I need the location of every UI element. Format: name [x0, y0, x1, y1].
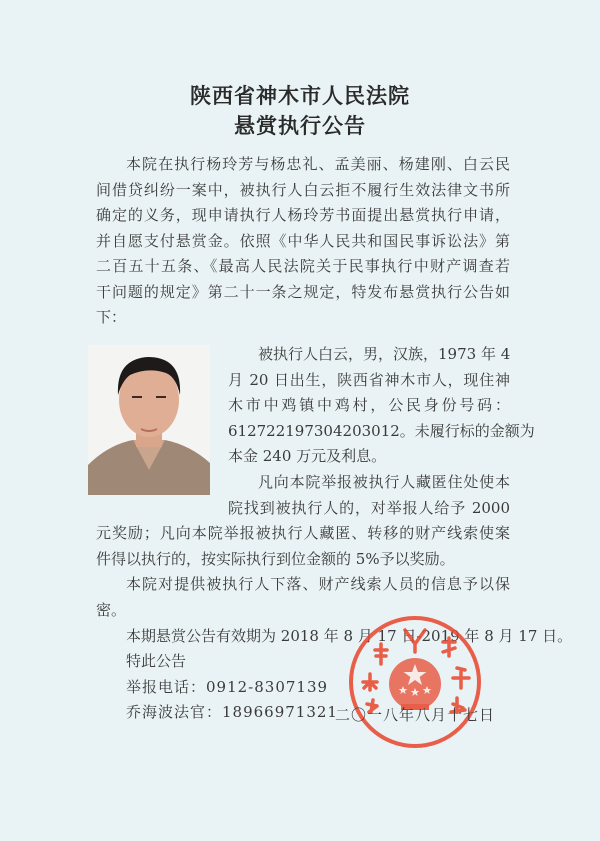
court-seal-stamp [345, 612, 485, 752]
subject-line: 本金 240 万元及利息。 [228, 447, 387, 465]
reward-line: 凡向本院举报被执行人藏匿住处使本 [258, 473, 510, 491]
subject-photo [88, 345, 210, 495]
intro-line: 确定的义务，现申请执行人杨玲芳书面提出悬赏执行申请， [96, 206, 510, 224]
court-name-title: 陕西省神木市人民法院 [190, 83, 410, 108]
intro-line: 干问题的规定》第二十一条之规定，特发布悬赏执行公告如 [96, 283, 510, 301]
reward-line: 件得以执行的，按实际执行到位金额的 5%予以奖励。 [96, 550, 455, 568]
subject-line: 612722197304203012。未履行标的金额为 [228, 422, 535, 440]
reward-line: 元奖励；凡向本院举报被执行人藏匿、转移的财产线索使案 [96, 524, 510, 542]
subject-line: 木市中鸡镇中鸡村，公民身份号码： [228, 396, 510, 414]
judge-contact: 乔海波法官：18966971321 [126, 703, 338, 721]
reward-line: 院找到被执行人的，对举报人给予 2000 [228, 499, 510, 517]
intro-line: 间借贷纠纷一案中，被执行人白云拒不履行生效法律文书所 [96, 181, 510, 199]
subject-line: 被执行人白云，男，汉族，1973 年 4 [258, 345, 511, 363]
subject-line: 月 20 日出生，陕西省神木市人，现住神 [228, 371, 510, 389]
closing-text: 特此公告 [126, 652, 187, 670]
validity-period: 本期悬赏公告有效期为 2018 年 8 月 17 日-2019 年 8 月 17 日。 [126, 627, 573, 645]
notice-title: 悬赏执行公告 [234, 113, 366, 138]
intro-line: 二百五十五条、《最高人民法院关于民事执行中财产调查若 [96, 257, 510, 275]
hotline-text: 举报电话：0912-8307139 [126, 678, 329, 696]
privacy-line: 密。 [96, 601, 127, 619]
issue-date: 二〇一八年八月十七日 [335, 706, 496, 724]
intro-line: 并自愿支付悬赏金。依照《中华人民共和国民事诉讼法》第 [96, 232, 510, 250]
intro-line: 下： [96, 308, 127, 326]
intro-line: 本院在执行杨玲芳与杨忠礼、孟美丽、杨建刚、白云民 [126, 155, 510, 173]
privacy-line: 本院对提供被执行人下落、财产线索人员的信息予以保 [126, 575, 510, 593]
